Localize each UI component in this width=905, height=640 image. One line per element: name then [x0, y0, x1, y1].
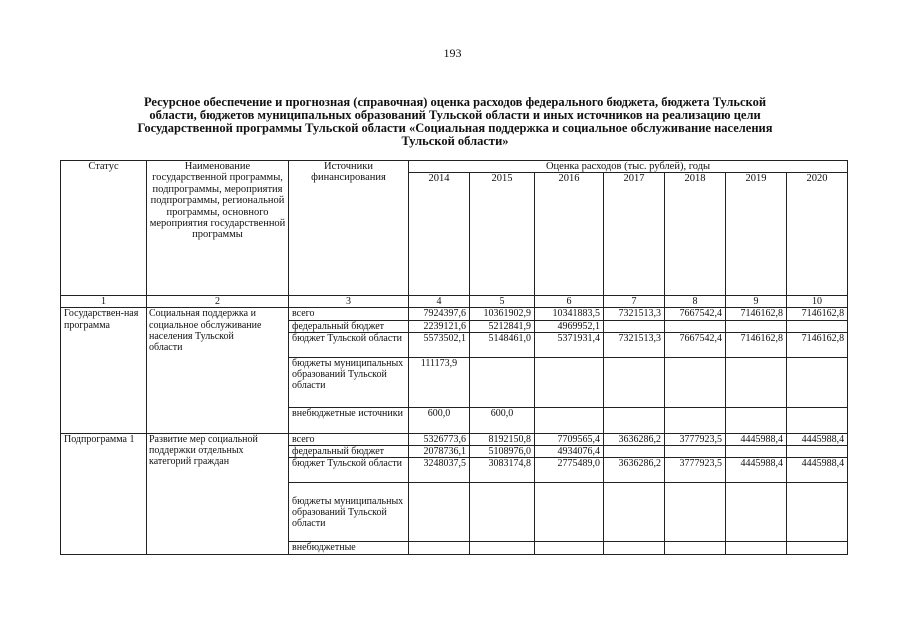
- value-cell: [726, 407, 787, 433]
- row-program-name: Развитие мер социальной поддержки отдельных категорий граждан: [147, 433, 289, 554]
- value-cell: [535, 542, 604, 554]
- value-cell: [535, 407, 604, 433]
- value-cell: [726, 483, 787, 542]
- value-cell: 7667542,4: [665, 308, 726, 320]
- header-year: 2020: [787, 173, 848, 296]
- value-cell: 4445988,4: [787, 433, 848, 445]
- value-cell: [726, 446, 787, 458]
- page-number: 193: [443, 46, 462, 60]
- value-cell: 8192150,8: [470, 433, 535, 445]
- value-cell: 7924397,6: [409, 308, 470, 320]
- document-title: [60, 96, 850, 148]
- value-cell: [604, 320, 665, 332]
- value-cell: [787, 320, 848, 332]
- value-cell: [787, 446, 848, 458]
- header-sources: Источники финансирования: [289, 161, 409, 296]
- value-cell: [604, 446, 665, 458]
- value-cell: 7146162,8: [787, 332, 848, 357]
- value-cell: 3636286,2: [604, 458, 665, 483]
- value-cell: 7146162,8: [726, 332, 787, 357]
- column-index: 5: [470, 296, 535, 308]
- source-cell: всего: [289, 308, 409, 320]
- value-cell: [604, 542, 665, 554]
- value-cell: [665, 446, 726, 458]
- value-cell: [787, 542, 848, 554]
- header-year: 2014: [409, 173, 470, 296]
- value-cell: 2775489,0: [535, 458, 604, 483]
- column-index: 10: [787, 296, 848, 308]
- value-cell: 5108976,0: [470, 446, 535, 458]
- value-cell: [604, 407, 665, 433]
- header-year: 2017: [604, 173, 665, 296]
- source-cell: бюджет Тульской области: [289, 458, 409, 483]
- value-cell: 7667542,4: [665, 332, 726, 357]
- value-cell: 4445988,4: [726, 433, 787, 445]
- value-cell: [665, 320, 726, 332]
- title-line-2: области, бюджетов муниципальных образований Тульской области и иных источников на реализацию цели: [149, 108, 761, 122]
- value-cell: 3636286,2: [604, 433, 665, 445]
- row-status: Подпрограмма 1: [61, 433, 147, 554]
- value-cell: 600,0: [470, 407, 535, 433]
- value-cell: 2239121,6: [409, 320, 470, 332]
- value-cell: [409, 483, 470, 542]
- value-cell: 2078736,1: [409, 446, 470, 458]
- table-row: [61, 433, 848, 445]
- source-cell: федеральный бюджет: [289, 320, 409, 332]
- column-index: 8: [665, 296, 726, 308]
- value-cell: [604, 483, 665, 542]
- value-cell: [470, 483, 535, 542]
- source-cell: всего: [289, 433, 409, 445]
- value-cell: 600,0: [409, 407, 470, 433]
- row-status: Государствен-ная программа: [61, 308, 147, 434]
- header-name: Наименование государственной программы, подпрограммы, мероприятия подпрограммы, региональной программы, основного мероприятия государственной программы: [147, 161, 289, 296]
- value-cell: 7321513,3: [604, 308, 665, 320]
- source-cell: бюджеты муниципальных образований Тульской области: [289, 483, 409, 542]
- source-cell: бюджет Тульской области: [289, 332, 409, 357]
- value-cell: [787, 483, 848, 542]
- value-cell: 4934076,4: [535, 446, 604, 458]
- expenses-table: [60, 160, 848, 555]
- value-cell: [726, 357, 787, 407]
- value-cell: 3777923,5: [665, 433, 726, 445]
- title-line-1: Ресурсное обеспечение и прогнозная (справочная) оценка расходов федерального бюджета, бюджета Тульской: [143, 95, 767, 109]
- column-index: 2: [147, 296, 289, 308]
- value-cell: 7709565,4: [535, 433, 604, 445]
- source-cell: федеральный бюджет: [289, 446, 409, 458]
- header-year: 2018: [665, 173, 726, 296]
- value-cell: [409, 542, 470, 554]
- value-cell: 5371931,4: [535, 332, 604, 357]
- value-cell: [665, 357, 726, 407]
- column-index: 4: [409, 296, 470, 308]
- value-cell: [787, 407, 848, 433]
- value-cell: 7146162,8: [726, 308, 787, 320]
- value-cell: [470, 357, 535, 407]
- value-cell: 7321513,3: [604, 332, 665, 357]
- value-cell: 4445988,4: [787, 458, 848, 483]
- row-program-name: Социальная поддержка и социальное обслуживание населения Тульской области: [147, 308, 289, 434]
- value-cell: 111173,9: [409, 357, 470, 407]
- column-index: 3: [289, 296, 409, 308]
- header-year: 2015: [470, 173, 535, 296]
- source-cell: внебюджетные: [289, 542, 409, 554]
- value-cell: [604, 357, 665, 407]
- column-index: 9: [726, 296, 787, 308]
- value-cell: 3083174,8: [470, 458, 535, 483]
- header-year: 2019: [726, 173, 787, 296]
- column-index: 1: [61, 296, 147, 308]
- column-index: 6: [535, 296, 604, 308]
- value-cell: 5573502,1: [409, 332, 470, 357]
- value-cell: 3248037,5: [409, 458, 470, 483]
- value-cell: 10341883,5: [535, 308, 604, 320]
- value-cell: 4969952,1: [535, 320, 604, 332]
- value-cell: [665, 407, 726, 433]
- value-cell: 7146162,8: [787, 308, 848, 320]
- source-cell: внебюджетные источники: [289, 407, 409, 433]
- value-cell: 5148461,0: [470, 332, 535, 357]
- title-line-3: Государственной программы Тульской области «Социальная поддержка и социальное обслуживание населения: [137, 121, 773, 135]
- column-index: 7: [604, 296, 665, 308]
- value-cell: 10361902,9: [470, 308, 535, 320]
- value-cell: [787, 357, 848, 407]
- source-cell: бюджеты муниципальных образований Тульской области: [289, 357, 409, 407]
- value-cell: 5212841,9: [470, 320, 535, 332]
- value-cell: [535, 357, 604, 407]
- table-row: [61, 308, 848, 320]
- value-cell: 4445988,4: [726, 458, 787, 483]
- column-index-row: [61, 296, 848, 308]
- value-cell: 5326773,6: [409, 433, 470, 445]
- header-status: Статус: [61, 161, 147, 296]
- value-cell: [665, 483, 726, 542]
- value-cell: [470, 542, 535, 554]
- value-cell: [535, 483, 604, 542]
- value-cell: [665, 542, 726, 554]
- title-line-4: Тульской области»: [401, 134, 509, 148]
- header-year: 2016: [535, 173, 604, 296]
- value-cell: 3777923,5: [665, 458, 726, 483]
- value-cell: [726, 542, 787, 554]
- value-cell: [726, 320, 787, 332]
- header-estimate: Оценка расходов (тыс. рублей), годы: [409, 161, 848, 173]
